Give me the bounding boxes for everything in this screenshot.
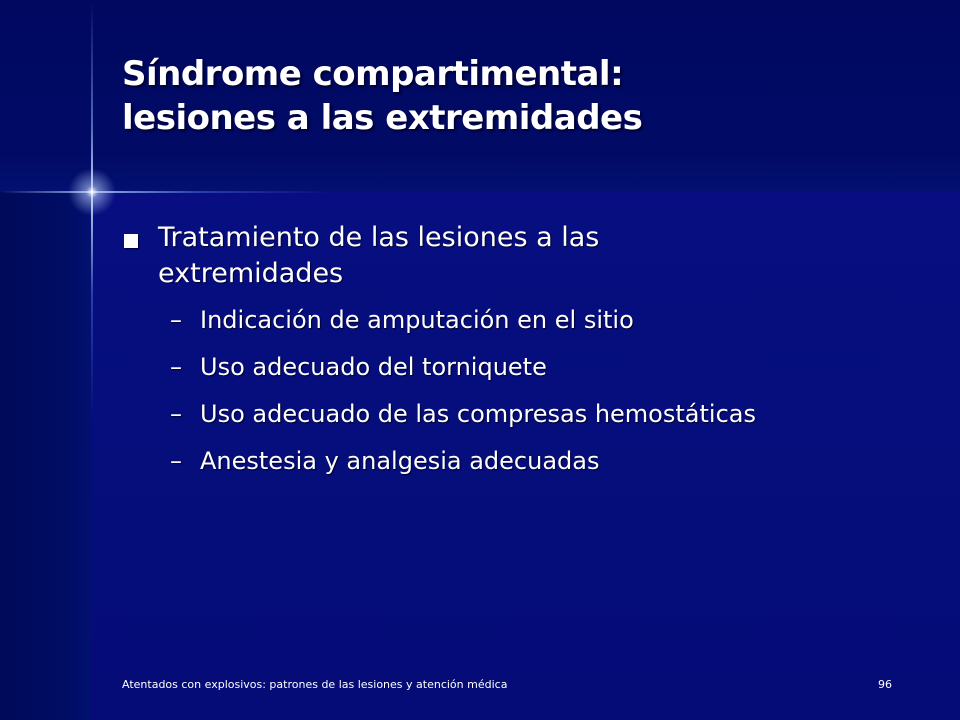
bullet-text-line-1: Tratamiento de las lesiones a las — [158, 222, 600, 253]
title-line-2: lesiones a las extremidades — [122, 98, 643, 138]
sub-bullet-text: Indicación de amputación en el sitio — [200, 306, 634, 334]
sub-bullet-item — [122, 304, 912, 336]
sub-bullet-item — [122, 445, 912, 477]
dash-bullet-icon: – — [170, 400, 182, 428]
page-number: 96 — [878, 678, 892, 691]
sub-bullet-item — [122, 398, 912, 430]
bullet-item — [122, 220, 912, 292]
dash-bullet-icon: – — [170, 353, 182, 381]
title-line-1: Síndrome compartimental: — [122, 54, 624, 94]
sparkle-horizontal-line — [0, 191, 330, 193]
bullet-text-line-2: extremidades — [158, 258, 344, 289]
sub-bullet-item — [122, 351, 912, 383]
dash-bullet-icon: – — [170, 447, 182, 475]
footer-text: Atentados con explosivos: patrones de las lesiones y atención médica — [122, 678, 508, 691]
slide-body — [122, 220, 912, 492]
sub-bullet-text: Uso adecuado de las compresas hemostáticas — [200, 400, 756, 428]
dash-bullet-icon: – — [170, 306, 182, 334]
sub-bullet-text: Uso adecuado del torniquete — [200, 353, 547, 381]
sparkle-star-icon — [68, 168, 116, 216]
sub-bullet-text: Anestesia y analgesia adecuadas — [200, 447, 600, 475]
slide-title — [122, 52, 922, 140]
sub-bullet-list — [122, 304, 912, 477]
square-bullet-icon — [124, 234, 138, 248]
